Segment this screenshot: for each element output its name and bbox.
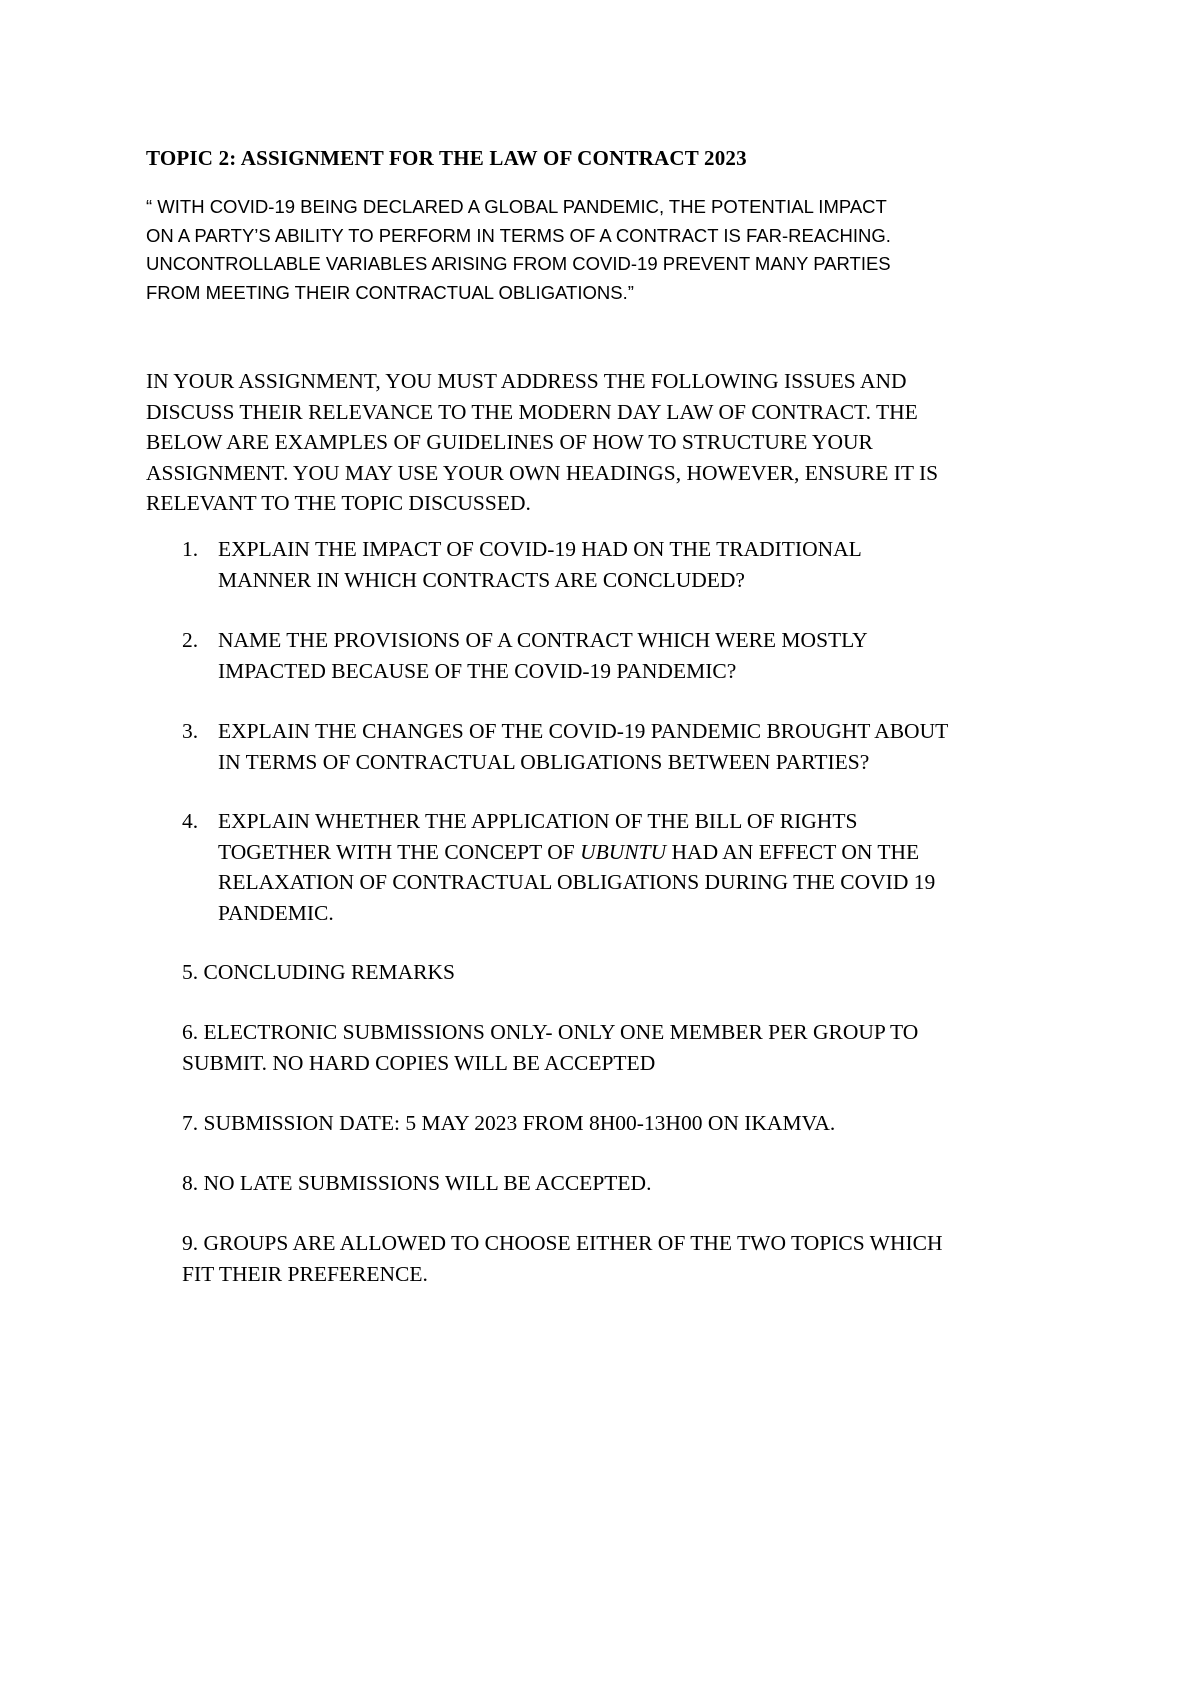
note-line: FIT THEIR PREFERENCE. xyxy=(182,1261,428,1286)
question-number: 1. xyxy=(182,537,199,561)
question-line: EXPLAIN THE CHANGES OF THE COVID-19 PANDEMIC BROUGHT ABOUT xyxy=(218,719,949,743)
question-line: IN TERMS OF CONTRACTUAL OBLIGATIONS BETWEEN PARTIES? xyxy=(218,749,870,774)
note-late-submissions xyxy=(182,1168,1082,1199)
note-line: 5. CONCLUDING REMARKS xyxy=(182,960,455,984)
note-concluding-remarks xyxy=(182,957,1082,988)
document-title: TOPIC 2: ASSIGNMENT FOR THE LAW OF CONTRACT 2023 xyxy=(146,146,747,170)
question-line-part: HAD AN EFFECT ON THE xyxy=(666,839,920,864)
note-submission-date xyxy=(182,1108,1082,1139)
intro-line: ASSIGNMENT. YOU MAY USE YOUR OWN HEADINGS, HOWEVER, ENSURE IT IS xyxy=(146,460,939,485)
question-line: MANNER IN WHICH CONTRACTS ARE CONCLUDED? xyxy=(218,567,745,592)
quote-line: FROM MEETING THEIR CONTRACTUAL OBLIGATIONS.” xyxy=(146,281,634,303)
question-line: PANDEMIC. xyxy=(218,900,334,925)
note-line: 9. GROUPS ARE ALLOWED TO CHOOSE EITHER OF THE TWO TOPICS WHICH xyxy=(182,1231,943,1255)
quote-line: UNCONTROLLABLE VARIABLES ARISING FROM COVID-19 PREVENT MANY PARTIES xyxy=(146,253,891,274)
intro-line: IN YOUR ASSIGNMENT, YOU MUST ADDRESS THE FOLLOWING ISSUES AND xyxy=(146,369,907,393)
note-electronic-submissions xyxy=(182,1017,1082,1078)
question-text xyxy=(218,625,1098,686)
question-line: NAME THE PROVISIONS OF A CONTRACT WHICH WERE MOSTLY xyxy=(218,628,868,652)
note-line: 8. NO LATE SUBMISSIONS WILL BE ACCEPTED. xyxy=(182,1171,652,1195)
question-number: 2. xyxy=(182,628,199,652)
note-line: 6. ELECTRONIC SUBMISSIONS ONLY- ONLY ONE MEMBER PER GROUP TO xyxy=(182,1020,919,1044)
question-number: 4. xyxy=(182,809,199,833)
question-text xyxy=(218,534,1098,595)
covid-quote xyxy=(146,193,1086,307)
ubuntu-term: UBUNTU xyxy=(580,839,667,864)
question-line-part: TOGETHER WITH THE CONCEPT OF xyxy=(218,839,581,864)
intro-line: BELOW ARE EXAMPLES OF GUIDELINES OF HOW TO STRUCTURE YOUR xyxy=(146,430,873,454)
question-line: IMPACTED BECAUSE OF THE COVID-19 PANDEMIC? xyxy=(218,658,737,683)
quote-line: “ WITH COVID-19 BEING DECLARED A GLOBAL PANDEMIC, THE POTENTIAL IMPACT xyxy=(146,196,887,217)
question-line: EXPLAIN THE IMPACT OF COVID-19 HAD ON THE TRADITIONAL xyxy=(218,537,862,561)
question-line: EXPLAIN WHETHER THE APPLICATION OF THE BILL OF RIGHTS xyxy=(218,809,858,833)
intro-paragraph xyxy=(146,366,1106,519)
intro-line: DISCUSS THEIR RELEVANCE TO THE MODERN DAY LAW OF CONTRACT. THE xyxy=(146,399,918,424)
question-text xyxy=(218,806,1098,928)
question-text xyxy=(218,716,1098,777)
intro-line: RELEVANT TO THE TOPIC DISCUSSED. xyxy=(146,491,531,515)
question-line xyxy=(218,837,1098,868)
note-line: 7. SUBMISSION DATE: 5 MAY 2023 FROM 8H00-13H00 ON IKAMVA. xyxy=(182,1111,836,1135)
note-topic-choice xyxy=(182,1228,1082,1289)
quote-line: ON A PARTY’S ABILITY TO PERFORM IN TERMS OF A CONTRACT IS FAR-REACHING. xyxy=(146,224,891,246)
question-line: RELAXATION OF CONTRACTUAL OBLIGATIONS DURING THE COVID 19 xyxy=(218,870,936,894)
note-line: SUBMIT. NO HARD COPIES WILL BE ACCEPTED xyxy=(182,1050,656,1075)
question-number: 3. xyxy=(182,719,199,743)
